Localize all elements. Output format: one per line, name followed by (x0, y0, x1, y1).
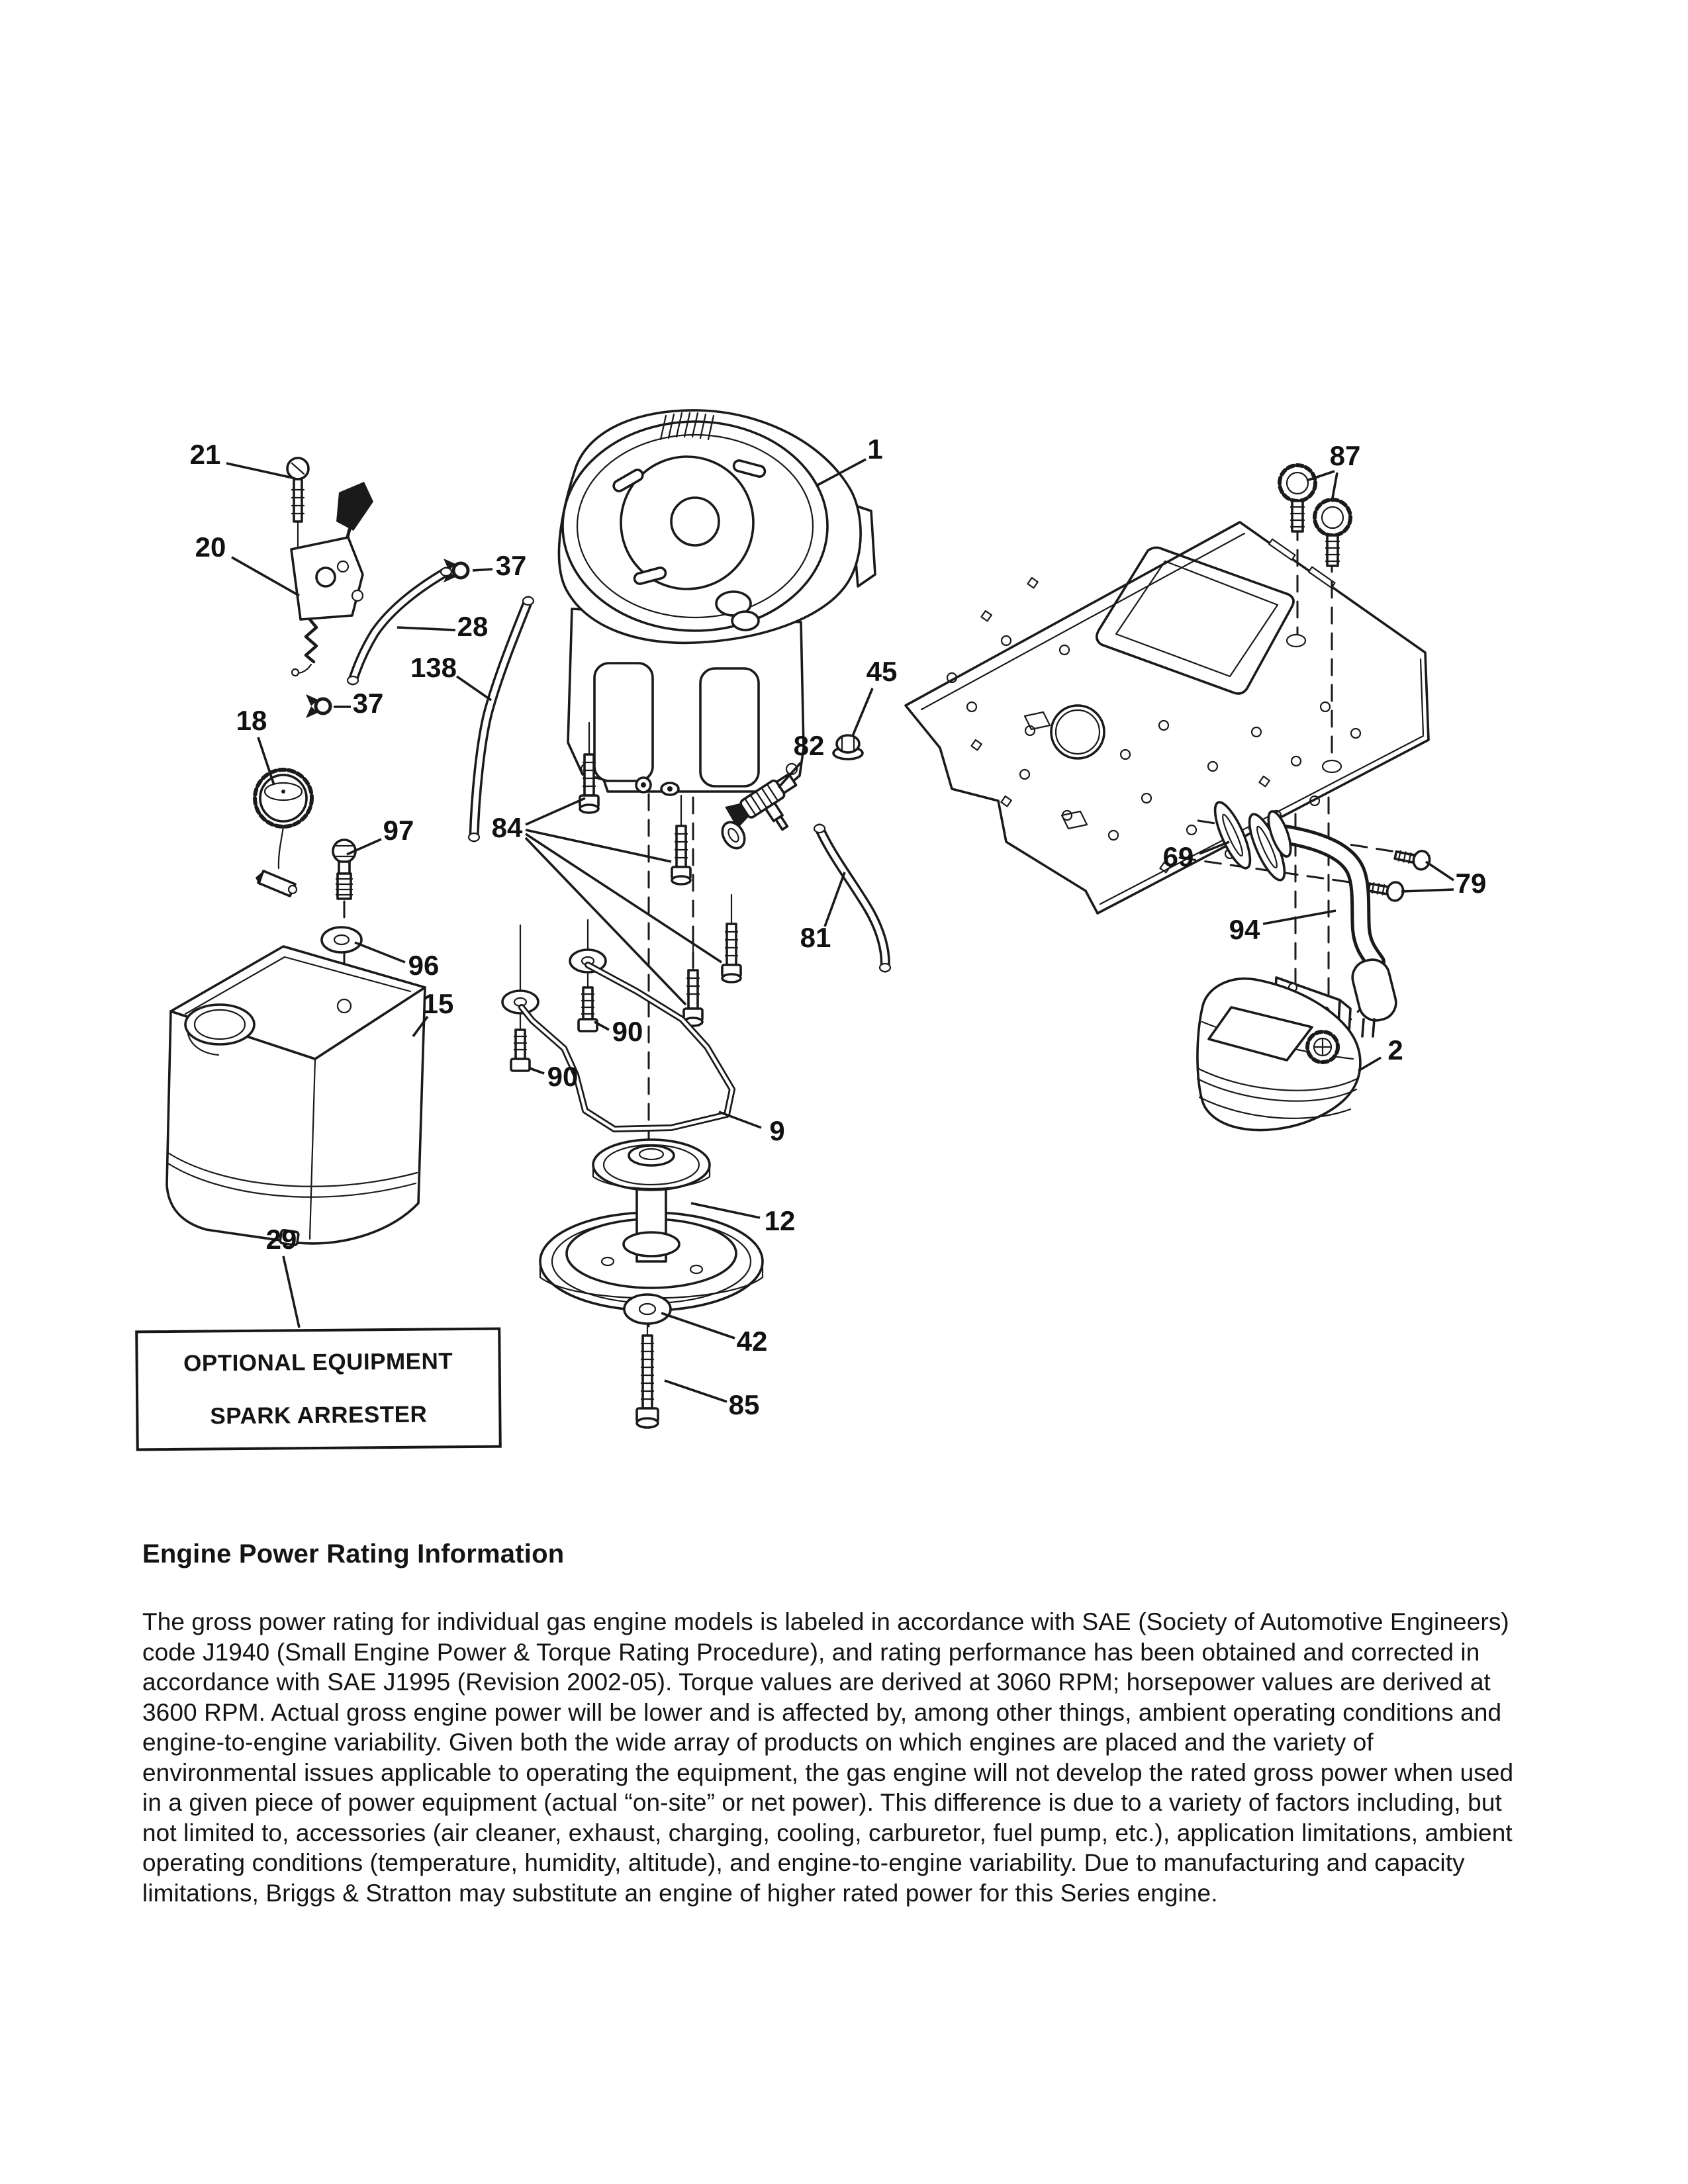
callout-label-90-upper: 90 (612, 1016, 643, 1048)
callout-label-15: 15 (422, 988, 454, 1020)
nut-45 (833, 735, 863, 759)
callout-leader-9 (719, 1112, 761, 1128)
callout-leader-42 (661, 1313, 735, 1338)
callout-leader-79 (1426, 862, 1454, 880)
callout-leader-84 (526, 798, 585, 825)
hose-clamp-lower (306, 694, 330, 718)
callout-leader-12 (691, 1203, 760, 1218)
callout-label-94: 94 (1229, 914, 1260, 946)
callout-label-9: 9 (769, 1115, 785, 1147)
callout-leader-20 (232, 557, 299, 596)
optional-box-line2: SPARK ARRESTER (210, 1401, 428, 1430)
callout-label-2: 2 (1387, 1034, 1403, 1066)
section-heading: Engine Power Rating Information (142, 1539, 565, 1569)
grommet-below-valve (718, 818, 749, 852)
callout-label-84: 84 (491, 812, 523, 844)
muffler-2 (1197, 978, 1360, 1130)
callout-label-90-lower: 90 (547, 1061, 579, 1093)
washer-42 (624, 1295, 671, 1324)
bolt-85 (637, 1324, 658, 1428)
callout-label-18: 18 (236, 705, 267, 737)
callout-label-37-lower: 37 (352, 688, 384, 719)
callout-leader-94 (1263, 911, 1336, 924)
callout-leader-138 (457, 676, 491, 700)
thumbscrews-87 (1280, 465, 1350, 566)
callout-leader-87 (1332, 473, 1337, 502)
exhaust-bolts-79 (1368, 846, 1431, 902)
optional-equipment-box (135, 1328, 502, 1451)
callout-leader-45 (853, 688, 872, 736)
callout-label-97: 97 (383, 815, 414, 846)
engine-pulleys-12 (540, 1140, 763, 1310)
callout-leader-81 (825, 872, 845, 927)
shoulder-bolt-97 (333, 840, 355, 899)
callout-label-82: 82 (793, 730, 825, 762)
callout-label-81: 81 (800, 922, 831, 954)
callout-leader-28 (397, 627, 455, 630)
callout-leader-37-upper (473, 569, 492, 570)
callout-label-29: 29 (265, 1224, 297, 1255)
callout-label-1: 1 (867, 433, 883, 465)
washer-96 (322, 927, 361, 952)
callout-label-79: 79 (1455, 868, 1487, 899)
engine-illustration (559, 410, 875, 795)
callout-label-37-upper: 37 (495, 550, 527, 582)
callout-leader-79 (1401, 889, 1454, 891)
callout-leader-2 (1358, 1058, 1381, 1071)
callout-label-28: 28 (457, 611, 489, 643)
callout-label-87: 87 (1329, 440, 1361, 472)
callout-leader-84 (526, 838, 686, 1005)
callout-label-45: 45 (866, 656, 898, 688)
callout-label-138: 138 (410, 652, 457, 684)
fuel-tank-15 (167, 946, 425, 1246)
callout-leader-29 (283, 1256, 299, 1328)
callout-label-20: 20 (195, 531, 226, 563)
callout-label-21: 21 (189, 439, 221, 471)
callout-label-12: 12 (764, 1205, 796, 1237)
callout-label-85: 85 (728, 1389, 760, 1421)
throttle-bracket-illustration (291, 482, 373, 676)
callout-leader-96 (355, 942, 405, 962)
fuel-cap-18 (255, 770, 312, 896)
callout-leader-85 (665, 1381, 727, 1402)
callout-label-42: 42 (736, 1326, 768, 1357)
callout-label-96: 96 (408, 950, 440, 981)
callout-leader-90-lower (530, 1068, 544, 1073)
callout-leader-21 (226, 463, 293, 478)
callout-label-69: 69 (1162, 841, 1194, 873)
section-paragraph: The gross power rating for individual gas engine models is labeled in accordance with SAE (Society of Automotive Engineers) code J1940 (Small Engine Power & Torque Rating Procedure), and rating performance has been obtained and corrected in accordance with SAE J1995 (Revision 2002-05). Torque values are derived at 3060 RPM; horsepower values are derived at 3600 RPM. Actual gross engine power will be lower and is affected by, among other things, ambient operating conditions and engine-to-engine variability. Given both the wide array of products on which engines are placed and the variety of environmental issues applicable to operating the equipment, the gas engine will not develop the rated gross power when used in a given piece of power equipment (actual “on-site” or net power). This difference is due to a variety of factors including, but not limited to, accessories (air cleaner, exhaust, charging, cooling, carburetor, fuel pump, etc.), application limitations, ambient operating conditions (temperature, humidity, altitude), and engine-to-engine variability. Due to manufacturing and capacity limitations, Briggs & Stratton may substitute an engine of higher rated power for this Series engine. (142, 1608, 1514, 1907)
optional-box-line1: OPTIONAL EQUIPMENT (183, 1348, 453, 1377)
